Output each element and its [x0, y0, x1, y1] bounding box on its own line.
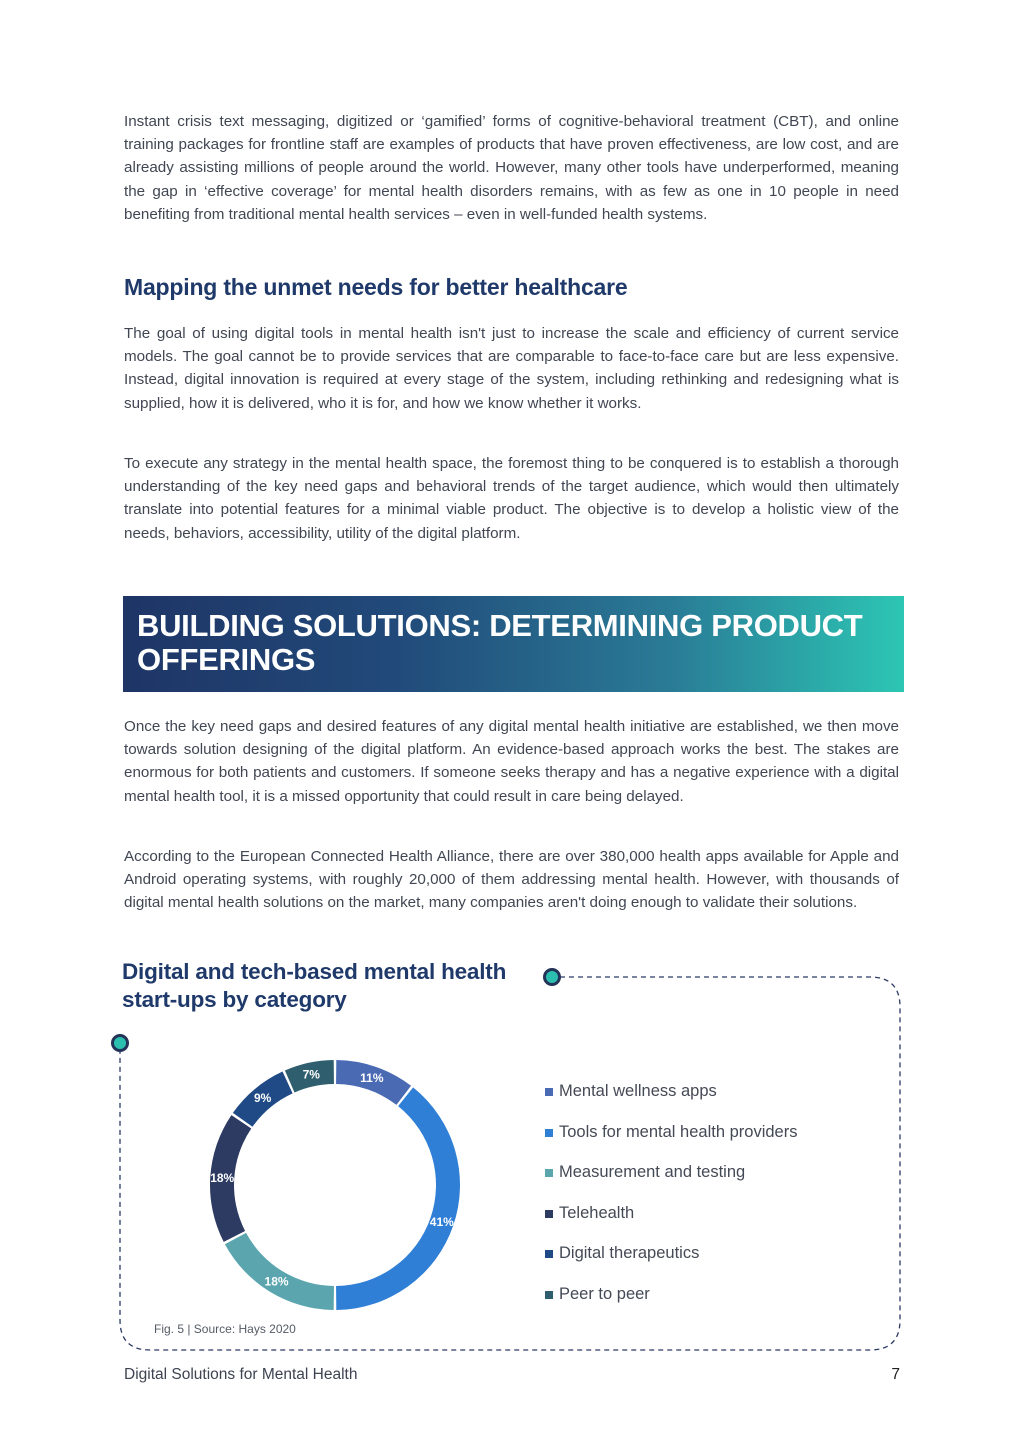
frame-node-left — [113, 1036, 128, 1051]
echa-paragraph: According to the European Connected Health Alliance, there are over 380,000 health apps available for Apple and Android operating systems, with roughly 20,000 of them addressing mental health. However, with thousands of digital mental health solutions on the market, many companies aren't doing enough to validate their solutions. — [124, 848, 899, 912]
footer-title: Digital Solutions for Mental Health — [124, 1366, 358, 1383]
banner-title: BUILDING SOLUTIONS: DETERMINING PRODUCT OFFERINGS — [137, 608, 863, 677]
slice-label: 18% — [210, 1171, 235, 1186]
slice-label: 11% — [360, 1071, 384, 1086]
slice-label: 9% — [253, 1091, 272, 1106]
legend-item — [545, 1082, 797, 1123]
legend-label: Digital therapeutics — [559, 1244, 700, 1263]
legend-label: Measurement and testing — [559, 1163, 746, 1182]
chart-legend — [545, 1082, 797, 1326]
slice-label: 41% — [429, 1214, 454, 1229]
legend-swatch — [545, 1088, 553, 1096]
legend-swatch — [545, 1210, 553, 1218]
legend-swatch — [545, 1291, 553, 1299]
legend-label: Peer to peer — [559, 1284, 650, 1303]
donut-slice — [336, 1087, 460, 1310]
legend-swatch — [545, 1250, 553, 1258]
legend-item — [545, 1163, 797, 1204]
donut-slice — [225, 1233, 334, 1310]
slice-label: 7% — [302, 1067, 320, 1082]
legend-label: Telehealth — [559, 1203, 635, 1222]
strategy-paragraph: To execute any strategy in the mental health space, the foremost thing to be conquered is to establish a thorough understanding of the key need gaps and behavioral trends of the target audience, which would then ultimately translate into potential features for a minimal viable product. The objective is to develop a holistic view of the needs, behaviors, accessibility, utility of the digital platform. — [124, 455, 899, 542]
figure-caption: Fig. 5 | Source: Hays 2020 — [154, 1322, 296, 1336]
legend-swatch — [545, 1129, 553, 1137]
legend-label: Tools for mental health providers — [559, 1122, 798, 1141]
page-number: 7 — [891, 1366, 900, 1383]
chart-title: Digital and tech-based mental health start-ups by category — [122, 959, 507, 1012]
solutions-paragraph: Once the key need gaps and desired features of any digital mental health initiative are established, we then move towards solution designing of the digital platform. An evidence-based approach works the best. The stakes are enormous for both patients and customers. If someone seeks therapy and has a negative experience with a digital mental health tool, it is a missed opportunity that could result in care being delayed. — [124, 718, 899, 805]
intro-paragraph: Instant crisis text messaging, digitized or ‘gamified’ forms of cognitive-behavioral treatment (CBT), and online training packages for frontline staff are examples of products that have proven effectiveness, are low cost, and are already assisting millions of people around the world. However, many other tools have underperformed, meaning the gap in ‘effective coverage’ for mental health disorders remains, with as few as one in 10 people in need benefiting from traditional mental health services – even in well-funded health systems. — [124, 113, 899, 223]
legend-item — [545, 1285, 797, 1326]
legend-label: Mental wellness apps — [559, 1082, 717, 1100]
section-heading-mapping: Mapping the unmet needs for better healthcare — [124, 274, 628, 300]
legend-swatch — [545, 1169, 553, 1177]
legend-item — [545, 1244, 797, 1285]
slice-label: 18% — [264, 1274, 289, 1289]
frame-node-top — [545, 970, 560, 985]
goal-paragraph: The goal of using digital tools in mental health isn't just to increase the scale and efficiency of current service models. The goal cannot be to provide services that are comparable to face-to-face care but are less expensive. Instead, digital innovation is required at every stage of the system, including rethinking and redesigning what is supplied, how it is delivered, who it is for, and how we know whether it works. — [124, 325, 899, 412]
legend-item — [545, 1204, 797, 1245]
donut-chart — [190, 1040, 480, 1330]
legend-item — [545, 1123, 797, 1164]
